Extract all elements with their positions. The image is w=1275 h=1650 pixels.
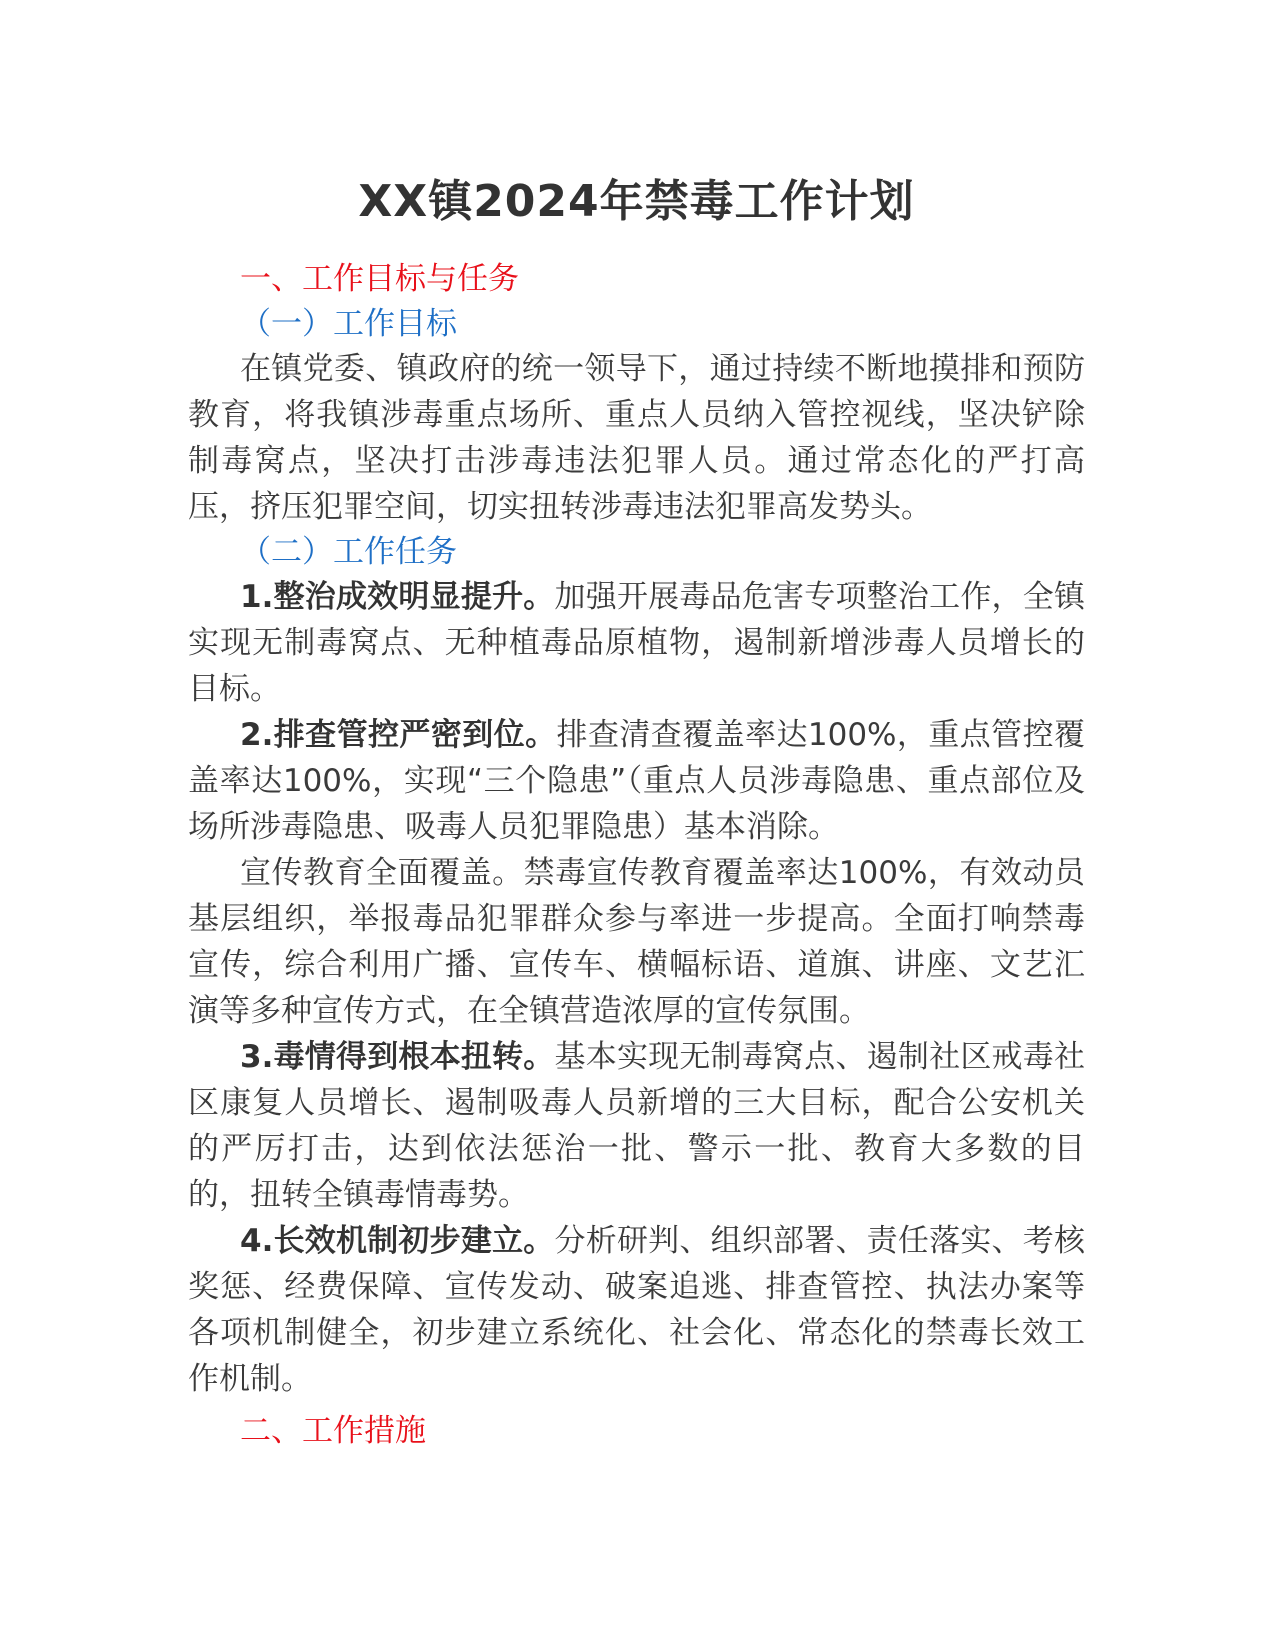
subsection-heading-goals: （一）工作目标	[240, 306, 457, 342]
task-item-3-lead: 3.毒情得到根本扭转。	[240, 1039, 555, 1075]
document-title: XX镇2024年禁毒工作计划	[358, 176, 915, 227]
task-item-2	[188, 712, 1085, 850]
task-item-2-text: 排查清查覆盖率达100%，重点管控覆盖率达100%，实现“三个隐患”（重点人员涉毒隐患、重点部位及场所涉毒隐患、吸毒人员犯罪隐患）基本消除。	[188, 717, 1085, 845]
section-heading-measures: 二、工作措施	[240, 1413, 426, 1449]
task-item-4-text: 分析研判、组织部署、责任落实、考核奖惩、经费保障、宣传发动、破案追逃、排查管控、执法办案等各项机制健全，初步建立系统化、社会化、常态化的禁毒长效工作机制。	[188, 1223, 1085, 1397]
task-item-1	[188, 574, 1085, 712]
task-item-1-lead: 1.整治成效明显提升。	[240, 579, 555, 615]
task-item-3-text: 基本实现无制毒窝点、遏制社区戒毒社区康复人员增长、遏制吸毒人员新增的三大目标，配合公安机关的严厉打击，达到依法惩治一批、警示一批、教育大多数的目的，扭转全镇毒情毒势。	[188, 1039, 1085, 1213]
task-item-4-lead: 4.长效机制初步建立。	[240, 1223, 555, 1259]
task-item-1-text: 加强开展毒品危害专项整治工作，全镇实现无制毒窝点、无种植毒品原植物，遏制新增涉毒人员增长的目标。	[188, 579, 1085, 707]
task-item-publicity-text: 宣传教育全面覆盖。禁毒宣传教育覆盖率达100%，有效动员基层组织，举报毒品犯罪群众参与率进一步提高。全面打响禁毒宣传，综合利用广播、宣传车、横幅标语、道旗、讲座、文艺汇演等多种宣传方式，在全镇营造浓厚的宣传氛围。	[188, 855, 1085, 1029]
task-item-3	[188, 1034, 1085, 1218]
task-item-2-lead: 2.排查管控严密到位。	[240, 717, 557, 753]
paragraph-goals: 在镇党委、镇政府的统一领导下，通过持续不断地摸排和预防教育，将我镇涉毒重点场所、重点人员纳入管控视线，坚决铲除制毒窝点，坚决打击涉毒违法犯罪人员。通过常态化的严打高压，挤压犯罪空间，切实扭转涉毒违法犯罪高发势头。	[188, 351, 1085, 525]
subsection-heading-tasks: （二）工作任务	[240, 534, 457, 570]
section-heading-goals-tasks: 一、工作目标与任务	[240, 261, 519, 297]
task-item-publicity	[188, 850, 1085, 1034]
task-item-4	[188, 1218, 1085, 1402]
